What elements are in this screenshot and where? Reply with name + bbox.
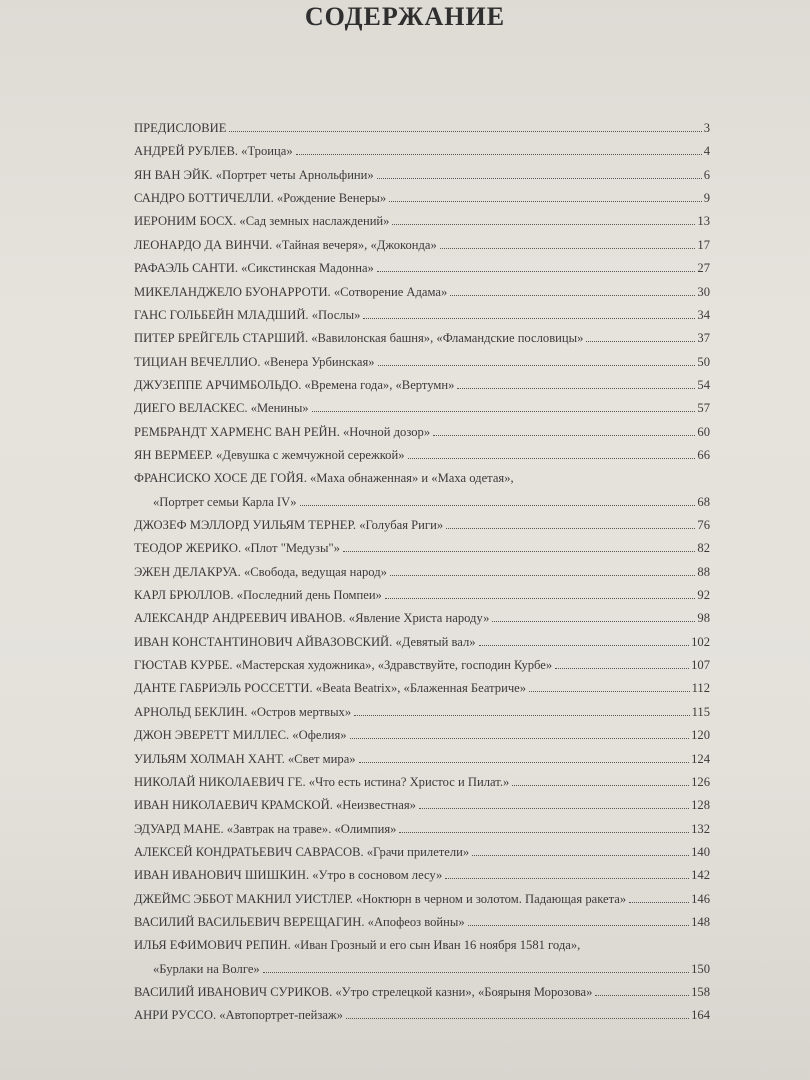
dot-leader — [300, 505, 696, 506]
dot-leader — [229, 131, 701, 132]
toc-entry — [153, 488, 710, 510]
toc-entry-page: 98 — [697, 611, 710, 626]
toc-entry — [134, 838, 710, 860]
toc-entry-title: ВАСИЛИЙ ИВАНОВИЧ СУРИКОВ. «Утро стрелецкой казни», «Боярыня Морозова» — [134, 985, 593, 999]
toc-entry-title: ПИТЕР БРЕЙГЕЛЬ СТАРШИЙ. «Вавилонская башня», «Фламандские пословицы» — [134, 331, 584, 346]
dot-leader — [399, 832, 689, 833]
dot-leader — [468, 925, 689, 926]
toc-entry-page: 9 — [703, 191, 710, 206]
page-title: СОДЕРЖАНИЕ — [304, 2, 506, 31]
toc-entry-title: АЛЕКСАНДР АНДРЕЕВИЧ ИВАНОВ. «Явление Христа народу» — [134, 611, 490, 626]
toc-entry-page: 30 — [697, 284, 710, 299]
dot-leader — [512, 785, 689, 786]
dot-leader — [346, 1018, 689, 1019]
dot-leader — [343, 551, 696, 552]
toc-entry-title: ДАНТЕ ГАБРИЭЛЬ РОССЕТТИ. «Beata Beatrix», «Блаженная Беатриче» — [134, 681, 527, 696]
dot-leader — [433, 435, 695, 436]
toc-entry — [134, 278, 710, 300]
toc-entry — [134, 721, 710, 743]
dot-leader — [457, 388, 695, 389]
toc-entry-title: ИЕРОНИМ БОСХ. «Сад земных наслаждений» — [134, 214, 390, 229]
toc-entry — [134, 114, 710, 136]
toc-entry-page: 17 — [697, 237, 710, 252]
toc-entry-title: «Бурлаки на Волге» — [153, 961, 260, 976]
dot-leader — [377, 178, 702, 179]
toc-entry-title: ИЛЬЯ ЕФИМОВИЧ РЕПИН. «Иван Грозный и его сын Иван 16 ноября 1581 года», — [134, 938, 581, 953]
toc-entry — [134, 137, 710, 159]
dot-leader — [419, 808, 689, 809]
toc-entry — [134, 184, 710, 206]
toc-entry — [134, 558, 710, 580]
toc-entry — [134, 768, 710, 790]
toc-entry — [134, 464, 710, 486]
toc-entry-title: ГЮСТАВ КУРБЕ. «Мастерская художника», «Здравствуйте, господин Курбе» — [134, 658, 553, 673]
toc-entry — [134, 324, 710, 346]
toc-entry — [134, 745, 710, 767]
toc-entry — [134, 394, 710, 416]
toc-entry — [134, 301, 710, 323]
toc-entry — [134, 534, 710, 556]
toc-entry — [134, 604, 710, 626]
toc-entry-title: ИВАН КОНСТАНТИНОВИЧ АЙВАЗОВСКИЙ. «Девятый вал» — [134, 634, 476, 649]
toc-entry — [134, 628, 710, 650]
dot-leader — [363, 318, 695, 319]
toc-entry-page: 27 — [697, 261, 710, 276]
dot-leader — [392, 224, 695, 225]
toc-entry-page: 92 — [697, 588, 710, 602]
dot-leader — [359, 762, 690, 763]
toc-entry-title: АНРИ РУССО. «Автопортрет-пейзаж» — [134, 1008, 343, 1023]
dot-leader — [378, 365, 696, 366]
toc-entry-title: ЯН ВАН ЭЙК. «Портрет четы Арнольфини» — [134, 167, 374, 182]
toc-entry-page: 57 — [697, 401, 710, 416]
toc-entry-title: ДЖОЗЕФ МЭЛЛОРД УИЛЬЯМ ТЕРНЕР. «Голубая Риги» — [134, 518, 444, 532]
toc-entry-page: 50 — [697, 354, 710, 369]
toc-entry-title: АРНОЛЬД БЕКЛИН. «Остров мертвых» — [134, 704, 352, 719]
toc-entry-title: ФРАНСИСКО ХОСЕ ДЕ ГОЙЯ. «Маха обнаженная» и «Маха одетая», — [134, 471, 514, 486]
toc-entry-title: РАФАЭЛЬ САНТИ. «Сикстинская Мадонна» — [134, 261, 374, 276]
toc-entry-title: ДЖОН ЭВЕРЕТТ МИЛЛЕС. «Офелия» — [134, 728, 347, 743]
toc-entry — [134, 815, 710, 837]
toc-entry-page: 158 — [691, 985, 710, 999]
toc-entry-title: УИЛЬЯМ ХОЛМАН ХАНТ. «Свет мира» — [134, 751, 356, 766]
dot-leader — [529, 691, 689, 692]
dot-leader — [445, 878, 689, 879]
toc-entry-title: АНДРЕЙ РУБЛЕВ. «Троица» — [134, 144, 293, 159]
dot-leader — [296, 154, 702, 155]
toc-entry-page: 4 — [703, 144, 710, 159]
toc-entry-page: 60 — [697, 424, 710, 439]
toc-entry-title: ТЕОДОР ЖЕРИКО. «Плот "Медузы"» — [134, 541, 340, 556]
toc-entry-title: ГАНС ГОЛЬБЕЙН МЛАДШИЙ. «Послы» — [134, 307, 361, 322]
toc-entry-page: 142 — [691, 868, 710, 883]
toc-entry-title: РЕМБРАНДТ ХАРМЕНС ВАН РЕЙН. «Ночной дозор» — [134, 424, 431, 439]
toc-entry-page: 3 — [703, 121, 710, 135]
toc-entry-title: АЛЕКСЕЙ КОНДРАТЬЕВИЧ САВРАСОВ. «Грачи прилетели» — [134, 844, 470, 859]
toc-entry-title: САНДРО БОТТИЧЕЛЛИ. «Рождение Венеры» — [134, 191, 387, 206]
toc-entry — [153, 955, 710, 977]
toc-entry — [134, 441, 710, 463]
toc-entry-title: КАРЛ БРЮЛЛОВ. «Последний день Помпеи» — [134, 588, 382, 602]
dot-leader — [385, 598, 696, 599]
toc-entry-title: ЭДУАРД МАНЕ. «Завтрак на траве». «Олимпия» — [134, 821, 397, 836]
toc-entry — [134, 791, 710, 813]
toc-entry — [134, 674, 710, 696]
toc-entry-page: 148 — [691, 914, 710, 929]
toc-entry-page: 54 — [697, 377, 710, 392]
toc-entry — [134, 1001, 710, 1023]
toc-entry — [134, 698, 710, 720]
dot-leader — [450, 295, 695, 296]
dot-leader — [389, 201, 702, 202]
toc-entry-page: 164 — [691, 1008, 710, 1023]
toc-entry-title: ВАСИЛИЙ ВАСИЛЬЕВИЧ ВЕРЕЩАГИН. «Апофеоз войны» — [134, 914, 465, 929]
toc-entry-title: ДЖУЗЕППЕ АРЧИМБОЛЬДО. «Времена года», «Вертумн» — [134, 377, 455, 392]
dot-leader — [377, 271, 696, 272]
toc-entry — [134, 978, 710, 1000]
toc-entry-page: 66 — [697, 447, 710, 462]
toc-entry — [134, 371, 710, 393]
toc-entry — [134, 861, 710, 883]
toc-entry-page: 6 — [703, 167, 710, 182]
toc-entry — [134, 885, 710, 907]
dot-leader — [629, 902, 689, 903]
dot-leader — [350, 738, 690, 739]
toc-entry — [134, 418, 710, 440]
toc-entry — [134, 348, 710, 370]
toc-entry-title: ЯН ВЕРМЕЕР. «Девушка с жемчужной сережкой» — [134, 447, 405, 462]
toc-entry-page: 132 — [691, 821, 710, 836]
toc-entry-page: 82 — [697, 541, 710, 556]
toc-entry-title: ПРЕДИСЛОВИЕ — [134, 121, 227, 135]
toc-entry — [134, 161, 710, 183]
toc-entry-title: ДЖЕЙМС ЭББОТ МАКНИЛ УИСТЛЕР. «Ноктюрн в черном и золотом. Падающая ракета» — [134, 891, 627, 906]
toc-entry-page: 37 — [697, 331, 710, 346]
toc-entry-page: 68 — [697, 494, 710, 509]
dot-leader — [390, 575, 695, 576]
dot-leader — [446, 528, 695, 529]
toc-entry-page: 128 — [691, 798, 710, 813]
toc-entry-title: ИВАН НИКОЛАЕВИЧ КРАМСКОЙ. «Неизвестная» — [134, 798, 416, 813]
toc-entry-title: ДИЕГО ВЕЛАСКЕС. «Менины» — [134, 401, 309, 416]
dot-leader — [595, 995, 689, 996]
toc-entry-title: МИКЕЛАНДЖЕЛО БУОНАРРОТИ. «Сотворение Адама» — [134, 284, 448, 299]
toc-entry-title: «Портрет семьи Карла IV» — [153, 494, 297, 509]
toc-entry-title: ТИЦИАН ВЕЧЕЛЛИО. «Венера Урбинская» — [134, 354, 375, 369]
dot-leader — [479, 645, 690, 646]
toc-entry — [134, 581, 710, 603]
dot-leader — [440, 248, 696, 249]
toc-entry — [134, 651, 710, 673]
toc-entry-page: 34 — [697, 307, 710, 322]
toc-entry — [134, 254, 710, 276]
dot-leader — [312, 411, 696, 412]
toc-entry-page: 124 — [691, 751, 710, 766]
toc-entry-title: НИКОЛАЙ НИКОЛАЕВИЧ ГЕ. «Что есть истина? Христос и Пилат.» — [134, 774, 510, 789]
toc-entry-page: 76 — [697, 518, 710, 532]
dot-leader — [354, 715, 689, 716]
toc-entry — [134, 908, 710, 930]
dot-leader — [263, 972, 689, 973]
dot-leader — [555, 668, 689, 669]
toc-entry-page: 13 — [697, 214, 710, 229]
toc-entry — [134, 931, 710, 953]
toc-entry-page: 140 — [691, 844, 710, 859]
dot-leader — [408, 458, 696, 459]
toc-entry-page: 150 — [691, 961, 710, 976]
toc-entry-page: 112 — [691, 681, 710, 696]
toc-entry — [134, 207, 710, 229]
toc-entry-page: 115 — [691, 704, 710, 719]
dot-leader — [472, 855, 689, 856]
toc-entry-title: ЛЕОНАРДО ДА ВИНЧИ. «Тайная вечеря», «Джоконда» — [134, 237, 437, 252]
dot-leader — [492, 621, 695, 622]
toc-entry-title: ЭЖЕН ДЕЛАКРУА. «Свобода, ведущая народ» — [134, 564, 387, 579]
toc-entry-page: 120 — [691, 728, 710, 743]
toc-entry — [134, 511, 710, 533]
toc-entry-page: 88 — [697, 564, 710, 579]
toc-entry-page: 146 — [691, 891, 710, 906]
dot-leader — [586, 341, 695, 342]
toc-entry-page: 126 — [691, 774, 710, 789]
toc-entry-page: 107 — [691, 658, 710, 673]
toc-entry-title: ИВАН ИВАНОВИЧ ШИШКИН. «Утро в сосновом лесу» — [134, 868, 443, 883]
toc-entry — [134, 231, 710, 253]
toc-entry-page: 102 — [691, 634, 710, 649]
